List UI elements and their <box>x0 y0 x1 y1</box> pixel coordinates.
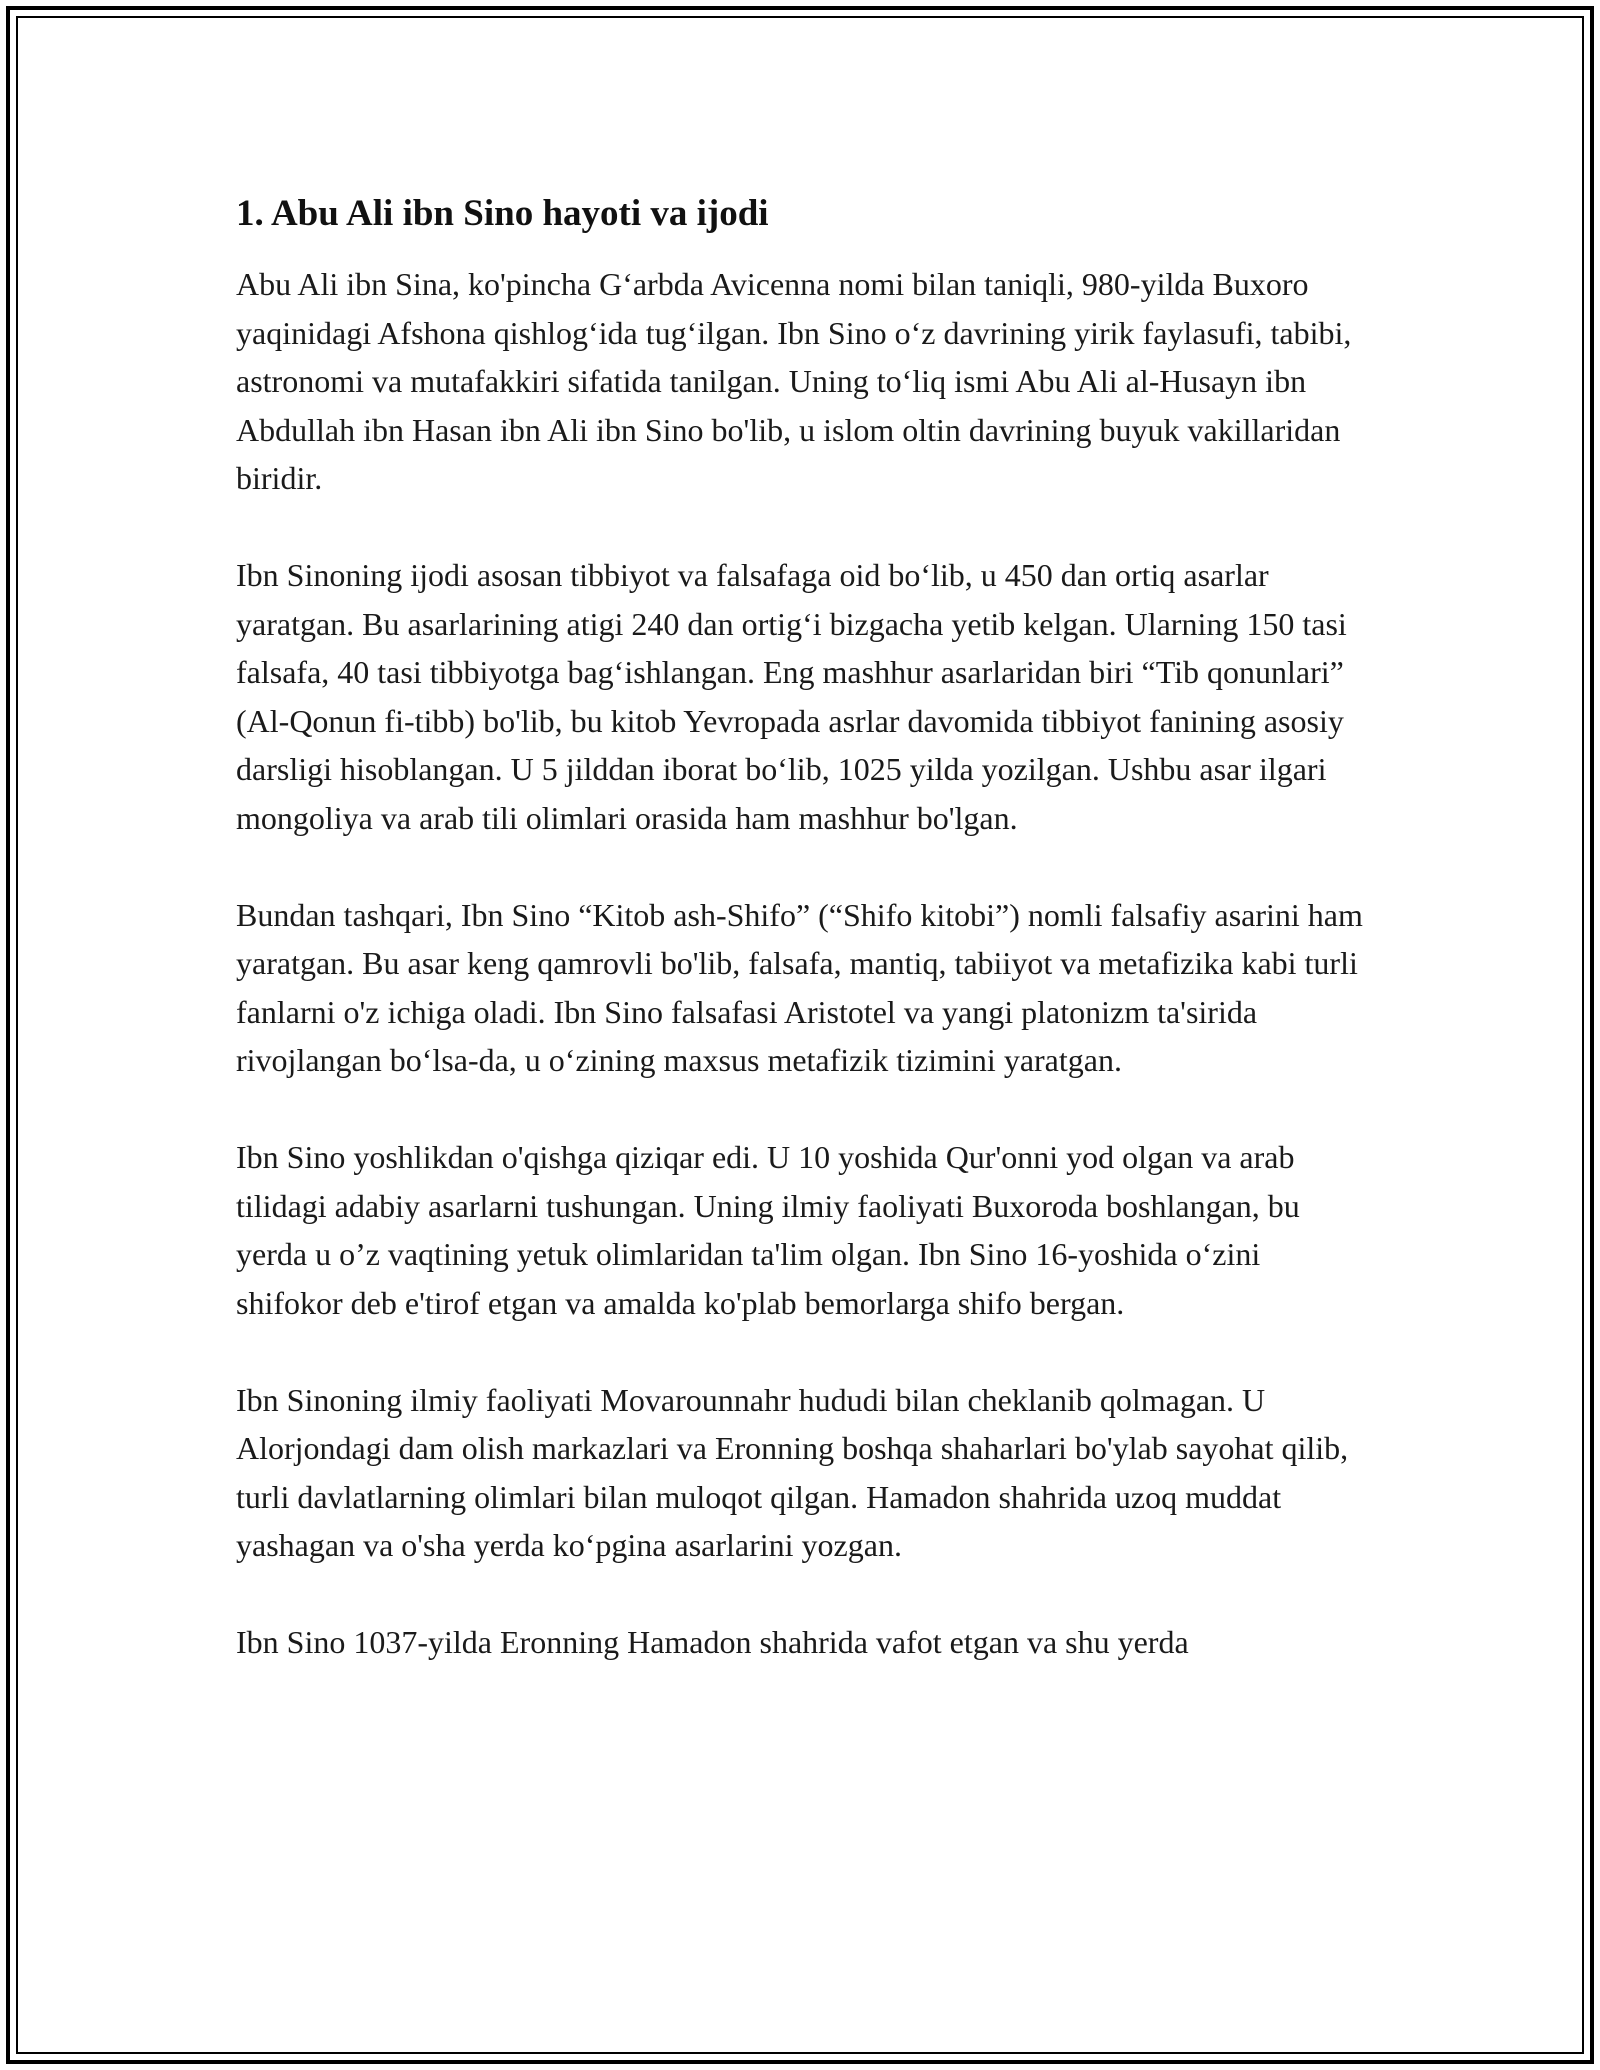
document-body <box>236 186 1366 1715</box>
paragraph-1: Abu Ali ibn Sina, ko'pincha G‘arbda Avicenna nomi bilan taniqli, 980-yilda Buxoro yaqinidagi Afshona qishlog‘ida tug‘ilgan. Ibn Sino o‘z davrining yirik faylasufi, tabibi, astronomi va mutafakkiri sifatida tanilgan. Uning to‘liq ismi Abu Ali al-Husayn ibn Abdullah ibn Hasan ibn Ali ibn Sino bo'lib, u islom oltin davrining buyuk vakillaridan biridir. <box>236 266 1352 496</box>
section-heading: 1. Abu Ali ibn Sino hayoti va ijodi <box>236 193 769 234</box>
paragraph-6: Ibn Sino 1037-yilda Eronning Hamadon shahrida vafot etgan va shu yerda <box>236 1624 1189 1660</box>
paragraph-2: Ibn Sinoning ijodi asosan tibbiyot va falsafaga oid bo‘lib, u 450 dan ortiq asarlar yaratgan. Bu asarlarining atigi 240 dan ortig‘i bizgacha yetib kelgan. Ularning 150 tasi falsafa, 40 tasi tibbiyotga bag‘ishlangan. Eng mashhur asarlaridan biri “Tib qonunlari” (Al-Qonun fi-tibb) bo'lib, bu kitob Yevropada asrlar davomida tibbiyot fanining asosiy darsligi hisoblangan. U 5 jilddan iborat bo‘lib, 1025 yilda yozilgan. Ushbu asar ilgari mongoliya va arab tili olimlari orasida ham mashhur bo'lgan. <box>236 557 1347 836</box>
paragraph-4: Ibn Sino yoshlikdan o'qishga qiziqar edi. U 10 yoshida Qur'onni yod olgan va arab tilidagi adabiy asarlarni tushungan. Uning ilmiy faoliyati Buxoroda boshlangan, bu yerda u o’z vaqtining yetuk olimlaridan ta'lim olgan. Ibn Sino 16-yoshida o‘zini shifokor deb e'tirof etgan va amalda ko'plab bemorlarga shifo bergan. <box>236 1139 1300 1321</box>
paragraph-3: Bundan tashqari, Ibn Sino “Kitob ash-Shifo” (“Shifo kitobi”) nomli falsafiy asarini ham yaratgan. Bu asar keng qamrovli bo'lib, falsafa, mantiq, tabiiyot va metafizika kabi turli fanlarni o'z ichiga oladi. Ibn Sino falsafasi Aristotel va yangi platonizm ta'sirida rivojlangan bo‘lsa-da, u o‘zining maxsus metafizik tizimini yaratgan. <box>236 896 1363 1078</box>
paragraph-5: Ibn Sinoning ilmiy faoliyati Movarounnahr hududi bilan cheklanib qolmagan. U Alorjondagi dam olish markazlari va Eronning boshqa shaharlari bo'ylab sayohat qilib, turli davlatlarning olimlari bilan muloqot qilgan. Hamadon shahrida uzoq muddat yashagan va o'sha yerda ko‘pgina asarlarini yozgan. <box>236 1381 1349 1563</box>
